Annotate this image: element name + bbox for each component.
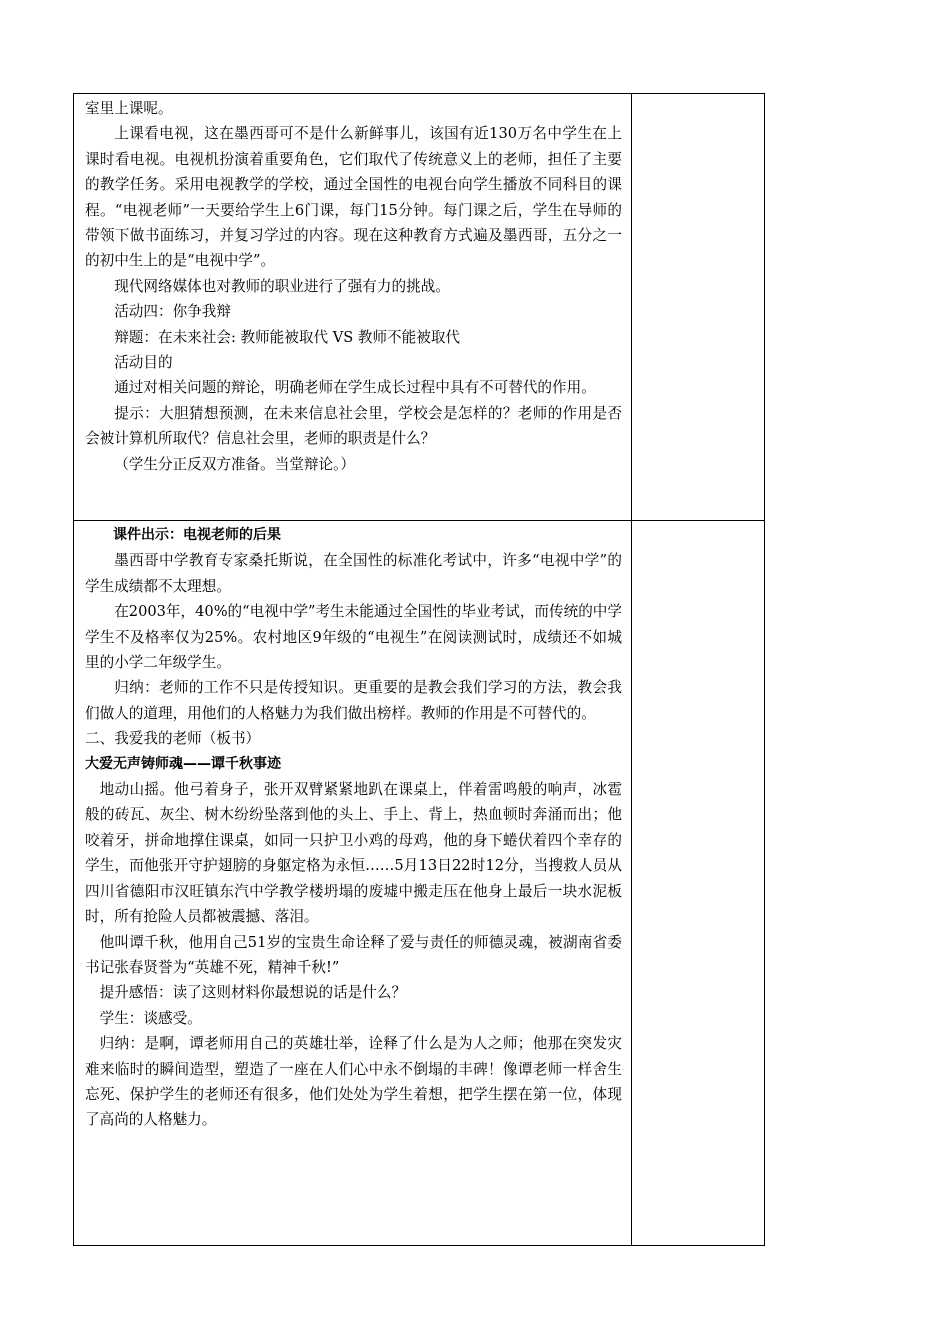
paragraph: 辩题：在未来社会: 教师能被取代 VS 教师不能被取代 (114, 328, 461, 346)
paragraph: 活动目的 (114, 354, 173, 372)
content-cell (74, 94, 632, 521)
paragraph: 大爱无声铸师魂——谭千秋事迹 (85, 755, 281, 772)
content-cell (74, 521, 632, 1246)
notes-cell (632, 94, 765, 521)
table-row (74, 94, 765, 521)
paragraph: 墨西哥中学教育专家桑托斯说，在全国性的标准化考试中，许多“电视中学”的学生成绩都不太理想。 (85, 552, 622, 595)
paragraph: 通过对相关问题的辩论，明确老师在学生成长过程中具有不可替代的作用。 (114, 379, 596, 397)
paragraph: 在2003年，40%的“电视中学”考生未能通过全国性的毕业考试，而传统的中学学生不及格率仅为25%。农村地区9年级的“电视生”在阅读测试时，成绩还不如城里的小学二年级学生。 (85, 603, 622, 672)
section-1-content (74, 94, 631, 477)
notes-cell (632, 521, 765, 1246)
paragraph: 活动四：你争我辩 (114, 303, 231, 321)
paragraph: 现代网络媒体也对教师的职业进行了强有力的挑战。 (114, 277, 450, 295)
paragraph: 提示：大胆猜想预测，在未来信息社会里，学校会是怎样的？老师的作用是否会被计算机所取代？信息社会里，老师的职责是什么？ (85, 404, 622, 448)
paragraph: （学生分正反双方准备。当堂辩论。） (114, 455, 355, 473)
paragraph: 归纳：是啊，谭老师用自己的英雄壮举，诠释了什么是为人之师；他那在突发灾难来临时的瞬间造型，塑造了一座在人们心中永不倒塌的丰碑！像谭老师一样舍生忘死、保护学生的老师还有很多，他们处处为学生着想，把学生摆在第一位，体现了高尚的人格魅力。 (85, 1035, 622, 1129)
paragraph: 上课看电视，这在墨西哥可不是什么新鲜事儿，该国有近130万名中学生在上课时看电视。电视机扮演着重要角色，它们取代了传统意义上的老师，担任了主要的教学任务。采用电视教学的学校，通过全国性的电视台向学生播放不同科目的课程。“电视老师”一天要给学生上6门课，每门15分钟。每门课之后，学生在导师的带领下做书面练习，并复习学过的内容。现在这种教育方式遍及墨西哥，五分之一的初中生上的是“电视中学”。 (85, 125, 622, 270)
paragraph: 提升感悟：读了这则材料你最想说的话是什么？ (99, 984, 407, 1002)
paragraph: 课件出示：电视老师的后果 (113, 527, 281, 543)
paragraph: 学生：谈感受。 (99, 1009, 202, 1027)
paragraph: 他叫谭千秋，他用自己51岁的宝贵生命诠释了爱与责任的师德灵魂，被湖南省委书记张春贤誉为“英雄不死，精神千秋!” (85, 933, 622, 976)
paragraph: 归纳：老师的工作不只是传授知识。更重要的是教会我们学习的方法，教会我们做人的道理，用他们的人格魅力为我们做出榜样。教师的作用是不可替代的。 (85, 679, 622, 722)
table-row (74, 521, 765, 1246)
lesson-plan-table (73, 93, 765, 1246)
paragraph: 室里上课呢。 (85, 100, 173, 117)
section-2-content (74, 521, 631, 1133)
paragraph: 二、我爱我的老师（板书） (85, 730, 261, 748)
paragraph: 地动山摇。他弓着身子，张开双臂紧紧地趴在课桌上，伴着雷鸣般的响声，冰雹般的砖瓦、灰尘、树木纷纷坠落到他的头上、手上、背上，热血顿时奔涌而出；他咬着牙，拼命地撑住课桌，如同一只护卫小鸡的母鸡，他的身下蜷伏着四个幸存的学生，而他张开守护翅膀的身躯定格为永恒……5月13日22时12分，当搜救人员从四川省德阳市汉旺镇东汽中学教学楼坍塌的废墟中搬走压在他身上最后一块水泥板时，所有抢险人员都被震撼、落泪。 (85, 781, 622, 926)
